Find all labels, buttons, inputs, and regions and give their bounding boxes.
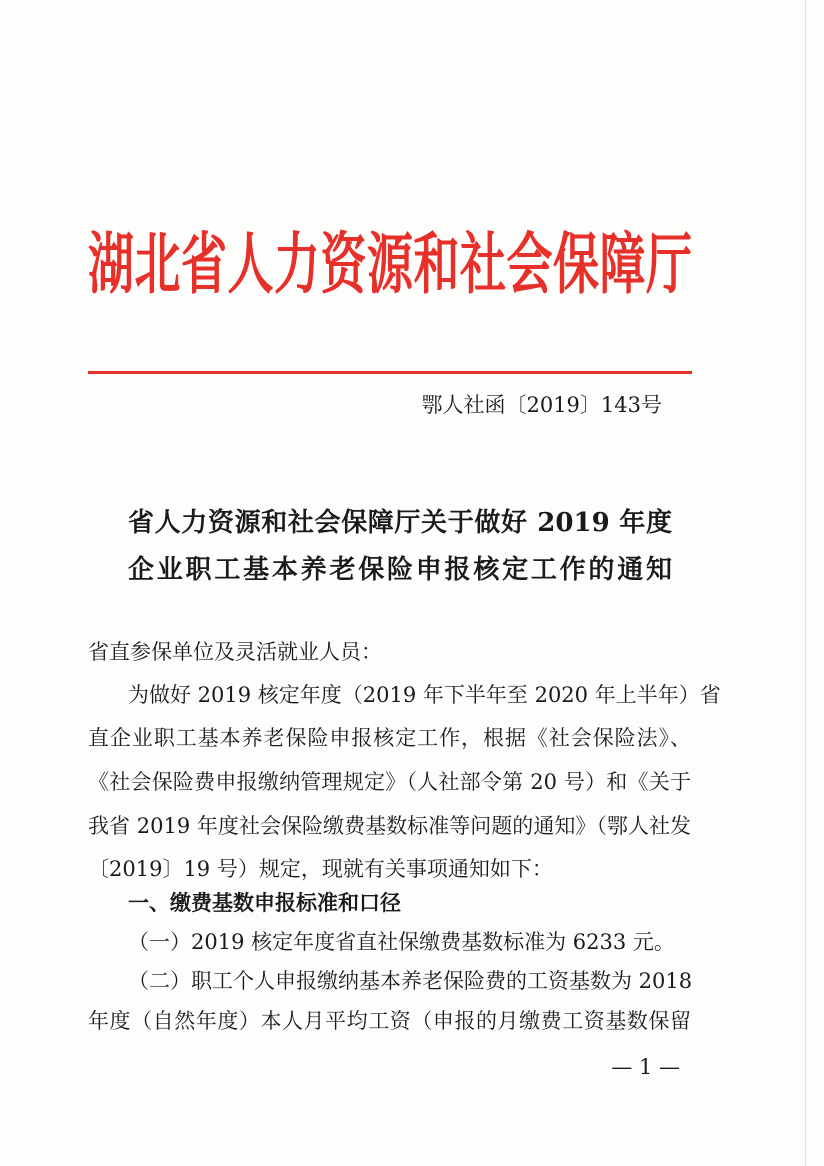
body-line: 为做好 2019 核定年度（2019 年下半年至 2020 年上半年）省 [128, 683, 721, 707]
item-line: （一）2019 核定年度省直社保缴费基数标准为 6233 元。 [128, 930, 675, 954]
body-line: 直企业职工基本养老保险申报核定工作，根据《社会保险法》、 [88, 726, 691, 750]
letterhead-agency-name: 湖北省人力资源和社会保障厅 [88, 224, 692, 304]
body-line: 〔2019〕19 号）规定，现就有关事项通知如下： [88, 857, 553, 881]
letterhead-red-line [88, 371, 692, 374]
document-title-line-1: 省人力资源和社会保障厅关于做好 2019 年度 [128, 508, 672, 538]
body-line: 我省 2019 年度社会保险缴费基数标准等问题的通知》（鄂人社发 [88, 814, 691, 838]
item-line: （二）职工个人申报缴纳基本养老保险费的工资基数为 2018 [128, 969, 693, 993]
document-number: 鄂人社函〔2019〕143号 [421, 393, 662, 417]
document-title-line-2: 企业职工基本养老保险申报核定工作的通知 [128, 555, 672, 585]
body-line: 《社会保险费申报缴纳管理规定》（人社部令第 20 号）和《关于 [88, 770, 691, 794]
section-heading: 一、缴费基数申报标准和口径 [128, 890, 401, 915]
item-line: 年度（自然年度）本人月平均工资（申报的月缴费工资基数保留 [88, 1009, 691, 1033]
page-number: — 1 — [611, 1055, 680, 1079]
salutation: 省直参保单位及灵活就业人员： [88, 640, 382, 664]
page-edge [805, 0, 806, 1166]
